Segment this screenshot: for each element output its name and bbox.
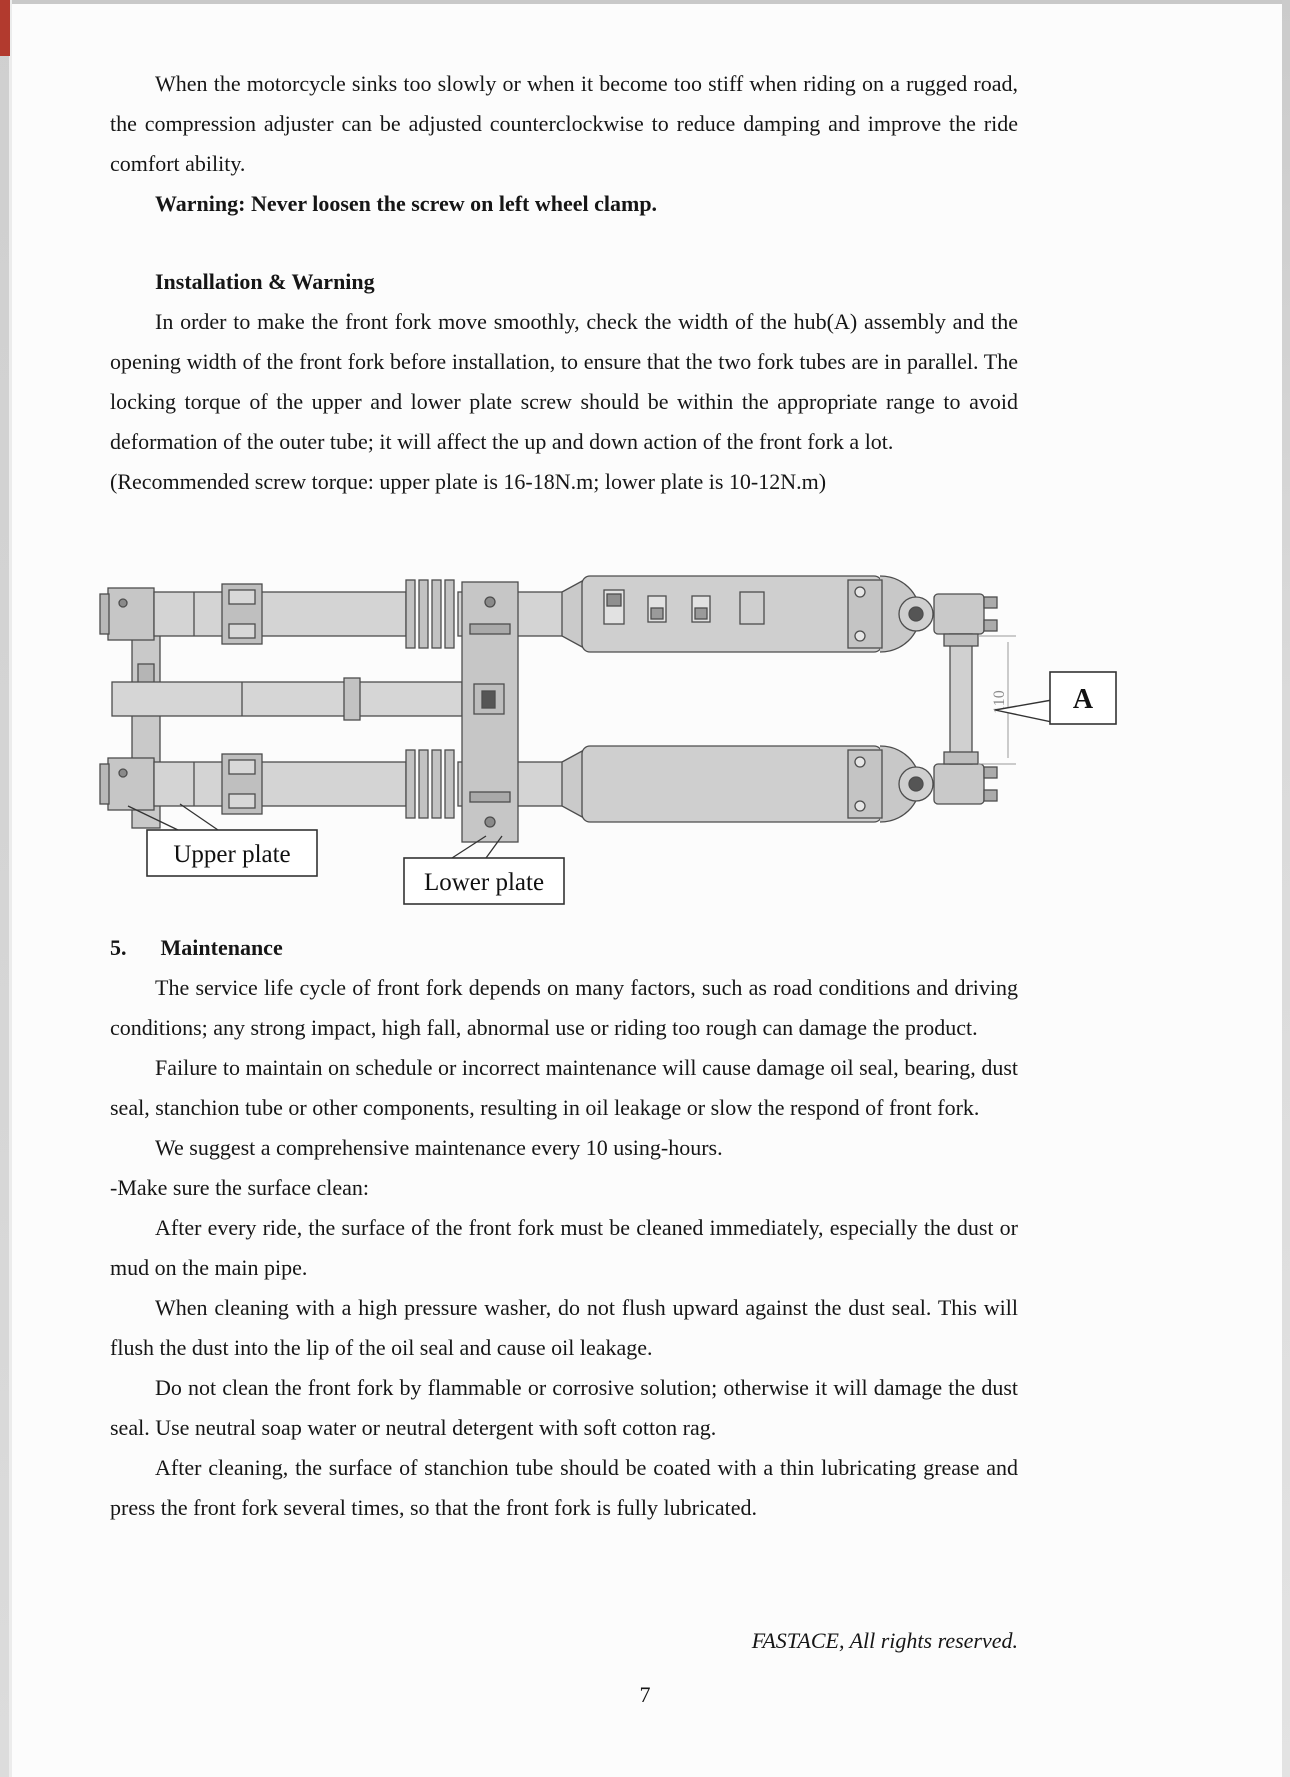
section-number: 5. (110, 935, 127, 960)
copyright-note: FASTACE, All rights reserved. (751, 1628, 1018, 1653)
lower-plate-label-text: Lower plate (423, 869, 545, 896)
paragraph-after-cleaning: After cleaning, the surface of stanchion tube should be coated with a thin lubricating grease and press the front fork several times, so that the front fork is fully lubricated. (110, 1455, 1018, 1520)
document-body (110, 64, 1094, 1528)
page-top-edge (0, 0, 1290, 4)
axle-part (944, 634, 978, 764)
callout-a-text: A (1072, 684, 1094, 715)
heading-maintenance (110, 928, 1018, 968)
fork-leg-top (100, 576, 997, 652)
front-fork-diagram (92, 524, 1142, 914)
front-fork-figure (92, 524, 1152, 914)
paragraph-surface-clean: -Make sure the surface clean: (110, 1175, 369, 1200)
paragraph-service-life: The service life cycle of front fork depends on many factors, such as road conditions and driving conditions; any strong impact, high fall, abnormal use or riding too rough can damage the product. (110, 975, 1018, 1040)
page-right-edge (1282, 0, 1290, 1777)
page-number: 7 (639, 1682, 651, 1707)
heading-installation: Installation & Warning (155, 269, 375, 294)
paragraph-installation: In order to make the front fork move smoothly, check the width of the hub(A) assembly and the opening width of the front fork before installation, to ensure that the two fork tubes are in parallel. The locking torque of the upper and lower plate screw should be within the appropriate range to avoid deformation of the outer tube; it will affect the up and down action of the front fork a lot. (110, 309, 1018, 454)
paragraph-after-ride: After every ride, the surface of the front fork must be cleaned immediately, especially the dust or mud on the main pipe. (110, 1215, 1018, 1280)
fork-leg-bottom (100, 746, 997, 822)
lower-plate-part (462, 582, 518, 842)
upper-plate-label-text: Upper plate (173, 841, 291, 868)
torque-note-line: (Recommended screw torque: upper plate is 16-18N.m; lower plate is 10-12N.m) (110, 469, 827, 494)
paragraph-intro: When the motorcycle sinks too slowly or when it become too stiff when riding on a rugged road, the compression adjuster can be adjusted counterclockwise to reduce damping and improve the ride comfort ability. (110, 71, 1018, 176)
paragraph-no-solvent: Do not clean the front fork by flammable or corrosive solution; otherwise it will damage the dust seal. Use neutral soap water or neutral detergent with soft cotton rag. (110, 1375, 1018, 1440)
section-title: Maintenance (160, 935, 283, 960)
lower-plate-label (404, 836, 564, 904)
paragraph-suggest: We suggest a comprehensive maintenance every 10 using-hours. (155, 1135, 723, 1160)
warning-line: Warning: Never loosen the screw on left wheel clamp. (155, 191, 658, 216)
dimension-110-text: 110 (991, 690, 1008, 714)
page-left-shadow (9, 0, 12, 1777)
red-edge-mark (0, 0, 10, 56)
steering-stem (112, 678, 462, 720)
paragraph-failure: Failure to maintain on schedule or incorrect maintenance will cause damage oil seal, bearing, dust seal, stanchion tube or other components, resulting in oil leakage or slow the respond of front fork. (110, 1055, 1018, 1120)
callout-a (995, 672, 1116, 724)
page-left-edge (0, 0, 9, 1777)
paragraph-pressure-washer: When cleaning with a high pressure washer, do not flush upward against the dust seal. This will flush the dust into the lip of the oil seal and cause oil leakage. (110, 1295, 1018, 1360)
